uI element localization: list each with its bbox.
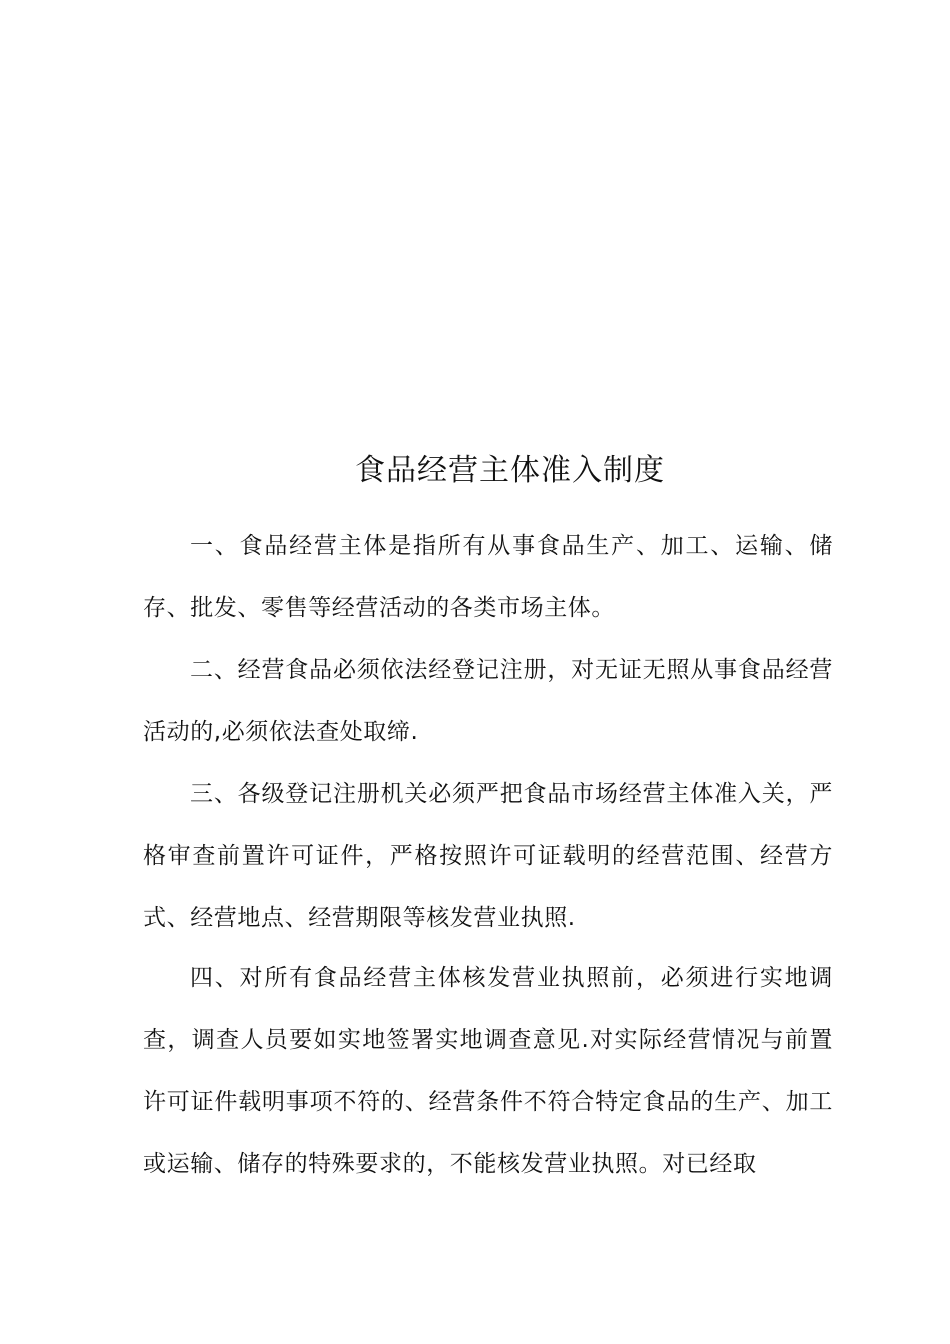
paragraph-2: 二、经营食品必须依法经登记注册，对无证无照从事食品经营活动的,必须依法查处取缔.: [143, 657, 833, 745]
paragraph-4: 四、对所有食品经营主体核发营业执照前，必须进行实地调查，调查人员要如实地签署实地调查意见.对实际经营情况与前置许可证件载明事项不符的、经营条件不符合特定食品的生产、加工或运输、储存的特殊要求的，不能核发营业执照。对已经取: [143, 965, 833, 1177]
paragraph-3: 三、各级登记注册机关必须严把食品市场经营主体准入关，严格审查前置许可证件，严格按照许可证载明的经营范围、经营方式、经营地点、经营期限等核发营业执照.: [143, 781, 833, 931]
paragraph-1: 一、食品经营主体是指所有从事食品生产、加工、运输、储存、批发、零售等经营活动的各类市场主体。: [143, 533, 833, 621]
document-title: 食品经营主体准入制度: [355, 453, 665, 488]
